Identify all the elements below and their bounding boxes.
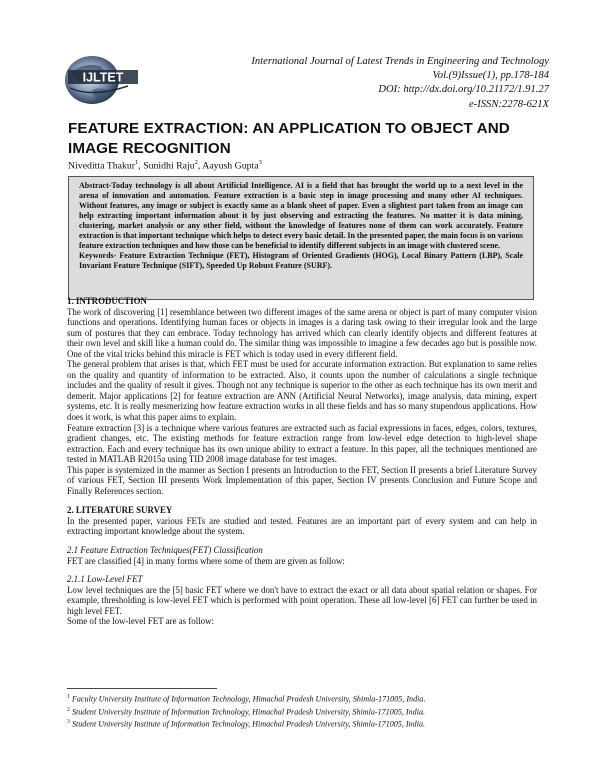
subsection-heading: 2.1.1 Low-Level FET — [67, 574, 143, 585]
paragraph: Feature extraction [3] is a technique where various features are extracted such as facial expressions in faces, edges, colors, textures, gradient changes, etc. The existing methods for feature extraction range from low-level edge detection to high-level shape extraction. Each and every technique has its own unique ability to extract a feature. In this paper, all the techniques mentioned are tested in MATLAB R2015a using TID 2008 image database for test images. — [67, 422, 537, 465]
journal-name: International Journal of Latest Trends in Engineering and Technology — [251, 56, 549, 67]
author-sup: 3 — [258, 159, 262, 166]
footnote — [67, 717, 537, 730]
footnote-text: Student University Institute of Information Technology, Himachal Pradesh University, Shimla-171005, India. — [71, 720, 426, 730]
abstract-text: Abstract-Today technology is all about Artificial Intelligence. AI is a field that has brought the world up to a next level in the arena of innovation and automation. Feature extraction is a basic step in image processing and many other AI techniques. Without features, any image or subject is exactly same as a blank sheet of paper. Even a slightest part taken from an image can help extracting important information about it by just observing and extracting the features. No matter it is data mining, clustering, market analysis or any other field, without the knowledge of features none of them can work accurately. Feature extraction is that important technique which helps to detect every basic detail. In the presented paper, the main focus is on various feature extraction techniques and how those can be beneficial to identify different subjects in an image with clustered scene. — [79, 181, 523, 250]
footnote-sup: 3 — [67, 719, 70, 726]
subsection-heading: 2.1 Feature Extraction Techniques(FET) Classification — [67, 545, 263, 556]
footnote — [67, 692, 537, 705]
journal-doi[interactable]: DOI: http://dx.doi.org/10.21172/1.91.27 — [378, 84, 549, 96]
abstract-box — [68, 176, 534, 300]
main-body — [67, 296, 537, 627]
paragraph: Low level techniques are the [5] basic FET where we don't have to extract the exact or all data about spatial relation or shapes. For example, thresholding is low-level FET which is performed with point operation. These all low-level [6] FET can further be used in high level FET. — [67, 584, 537, 616]
journal-volume: Vol.(9)Issue(1), pp.178-184 — [432, 70, 549, 82]
journal-header — [189, 55, 549, 112]
paragraph: In the presented paper, various FETs are studied and tested. Features are an important part of every system and can help in extracting important knowledge about the system. — [67, 515, 537, 537]
paragraph: FET are classified [4] in many forms where some of them are given as follow: — [67, 555, 345, 566]
footnote-text: Student University Institute of Information Technology, Himachal Pradesh University, Shimla-171005, India. — [71, 707, 426, 717]
author-list: Niveditta Thakur$^1$, Sunidhi Raju$^2$, Aayush Gupta$^3$ — [68, 159, 262, 172]
footnote-text: Faculty University Institute of Information Technology, Himachal Pradesh University, Shimla-171005, India. — [71, 694, 426, 704]
section-heading: 2. LITERATURE SURVEY — [67, 505, 173, 516]
author-name: Niveditta Thakur — [68, 160, 136, 172]
paragraph: The general problem that arises is that, which FET must be used for accurate information extraction. But explanation to same relies on the quality and quantity of information to be extracted. Also, it counts upon the number of calculations a single technique includes and the quality of result it gives. Though not any technique is superior to the other as each technique has its own merit and demerit. Major applications [2] for feature extraction are ANN (Artificial Neural Networks), image analysis, data mining, expert systems, etc. It is really mesmerizing how feature extraction works in all these fields and has so many stupendous applications. How does it work, is what this paper aims to explain. — [67, 359, 538, 423]
footnote-divider — [67, 688, 217, 689]
author-sup: 2 — [194, 159, 198, 166]
author-name: Sunidhi Raju — [143, 160, 195, 172]
journal-issn: e-ISSN:2278-621X — [468, 98, 549, 110]
paragraph: This paper is systemized in the manner as Section I presents an Introduction to the FET, Section II presents a brief Literature Survey of various FET, Section III presents Work Implementation of this paper, Section IV presents Conclusion and Future Scope and Finally References section. — [67, 464, 537, 496]
keywords-text: Keywords- Feature Extraction Technique (FET), Histogram of Oriented Gradients (HOG), Local Binary Pattern (LBP), Scale Invariant Feature Technique (SIFT), Speeded Up Robust Feature (SURF). — [79, 251, 523, 270]
paper-title: FEATURE EXTRACTION: AN APPLICATION TO OBJECT AND IMAGE RECOGNITION — [68, 120, 510, 157]
journal-logo — [62, 50, 142, 108]
footnote — [67, 705, 537, 718]
footnote-sup: 2 — [67, 706, 70, 713]
paragraph: The work of discovering [1] resemblance between two different images of the same arena or object is part of many computer vision functions and operations. Identifying human faces or objects in images is a daring task owing to their irregular look and the large sum of postures that they can embrace. Today technology has arrived which can clearly identify objects and different features at their own level and skill like a human could do. The similar thing was impossible to imagine a few decades ago but is possible now. One of the vital tricks behind this miracle is FET which is today used in every different field. — [67, 306, 537, 359]
footnote-sup: 1 — [67, 694, 70, 700]
section-heading: 1. INTRODUCTION — [67, 296, 147, 306]
svg-text:IJLTET: IJLTET — [82, 70, 124, 85]
footnotes — [67, 692, 537, 730]
paragraph: Some of the low-level FET are as follow: — [67, 616, 214, 627]
author-sup: 1 — [135, 159, 139, 166]
author-name: Aayush Gupta — [202, 160, 259, 172]
